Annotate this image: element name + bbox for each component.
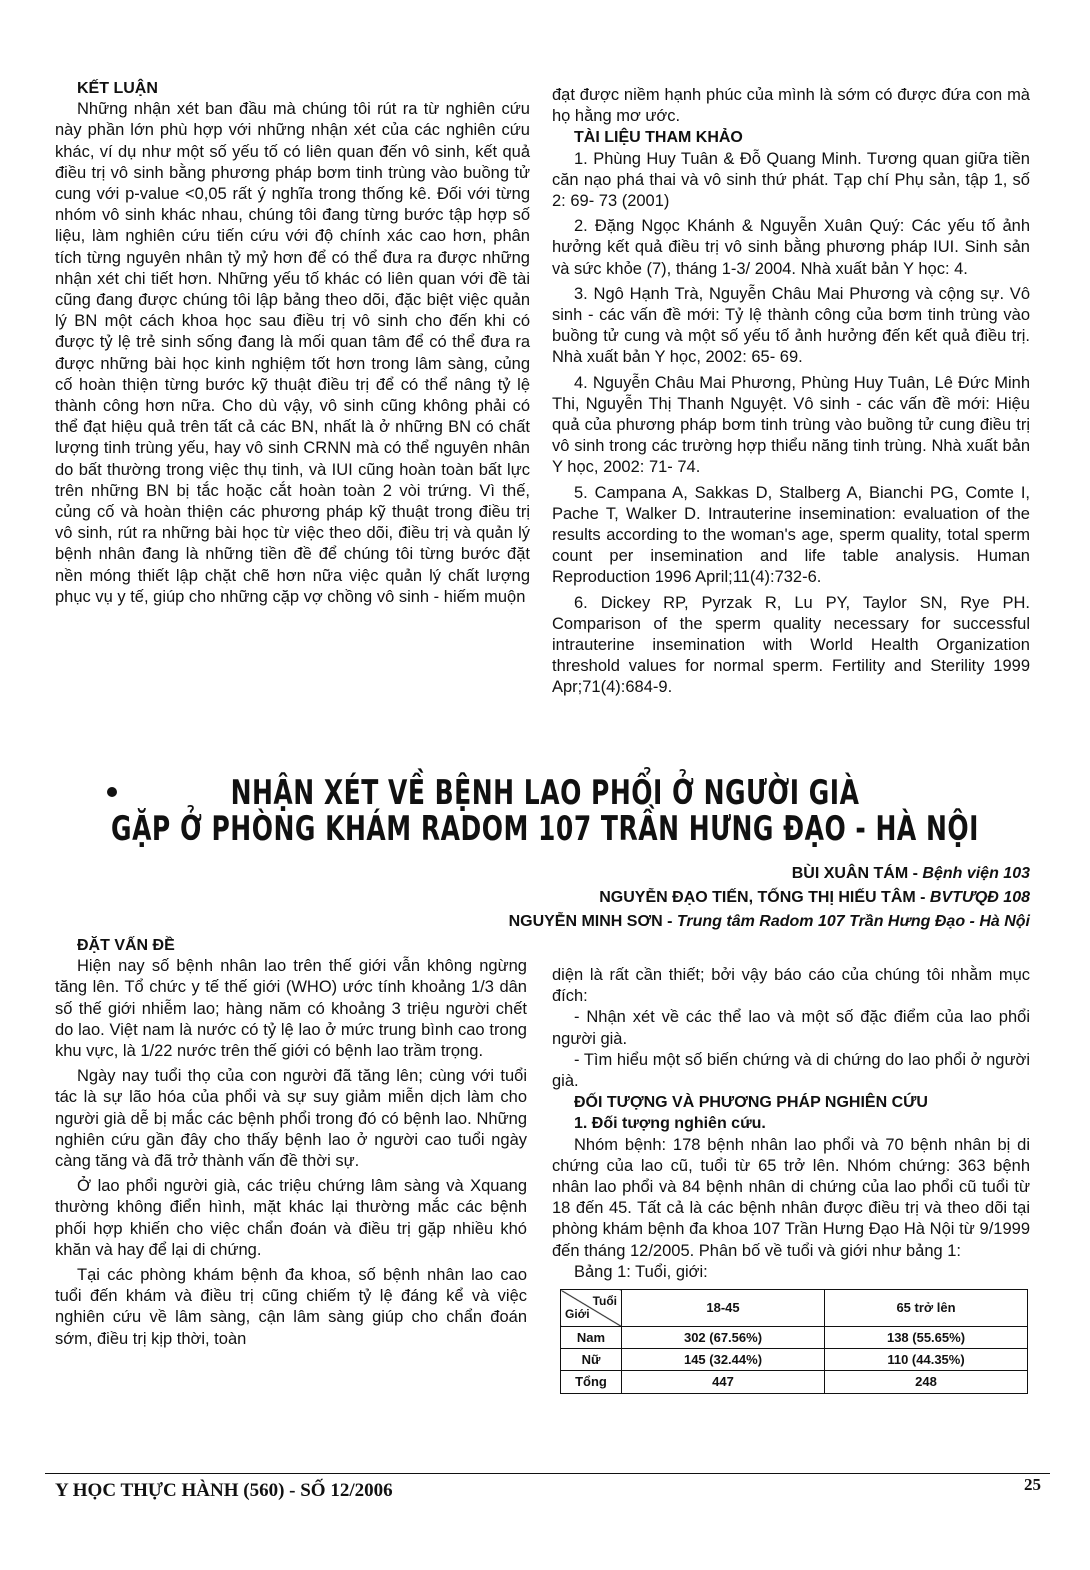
table-corner-cell <box>561 1290 622 1327</box>
author-line <box>509 862 1030 886</box>
introduction-paragraph: Tại các phòng khám bệnh đa khoa, số bệnh nhân lao cao tuổi đến khám và điều trị cũng chiếm tỷ lệ đáng kể và việc nghiên cứu về lâm sàng, cận lâm sàng giúp cho chẩn đoán sớm, điều trị kịp thời, toàn <box>55 1266 527 1348</box>
article-title-line-2: GẶP Ở PHÒNG KHÁM RADOM 107 TRẦN HƯNG ĐẠO - HÀ NỘI <box>111 808 979 848</box>
aim-item: - Nhận xét về các thể lao và một số đặc điểm của lao phổi người già. <box>552 1008 1030 1048</box>
conclusion-column <box>55 78 530 608</box>
journal-footer: Y HỌC THỰC HÀNH (560) - SỐ 12/2006 <box>55 1480 393 1501</box>
corner-bottom-label: Giới <box>565 1306 590 1321</box>
conclusion-continuation: đạt được niềm hạnh phúc của mình là sớm có được đứa con mà họ hằng mơ ước. <box>552 86 1030 126</box>
row-label: Nữ <box>561 1349 622 1371</box>
row-label: Tổng <box>561 1371 622 1393</box>
introduction-heading: ĐẶT VẤN ĐỀ <box>77 937 175 954</box>
column-header: 65 trở lên <box>825 1290 1028 1327</box>
table-cell: 138 (55.65%) <box>825 1327 1028 1349</box>
reference-item: 2. Đặng Ngọc Khánh & Nguyễn Xuân Quý: Các yếu tố ảnh hưởng kết quả điều trị vô sinh bằng phương pháp IUI. Sinh sản và sức khỏe (7), tháng 1-3/ 2004. Nhà xuất bản Y học: 4. <box>552 217 1030 278</box>
age-sex-table <box>560 1289 1028 1394</box>
article-title-line-1: NHẬN XÉT VỀ BỆNH LAO PHỔI Ở NGƯỜI GIÀ <box>230 772 860 812</box>
author-names: NGUYỄN MINH SƠN <box>508 913 663 930</box>
table-cell: 110 (44.35%) <box>825 1349 1028 1371</box>
reference-item: 1. Phùng Huy Tuân & Đỗ Quang Minh. Tương quan giữa tiền căn nạo phá thai và vô sinh thứ phát. Tạp chí Phụ sản, tập 1, số 2: 69- 73 (2001) <box>552 149 1030 211</box>
reference-item: 4. Nguyễn Châu Mai Phương, Phùng Huy Tuân, Lê Đức Minh Thi, Nguyễn Thị Thanh Nguyệt. Vô sinh - các vấn đề mới: Hiệu quả của phương pháp bơm tinh trùng vào buồng tử cung điều trị vô sinh trong các trường hợp thiểu năng tinh trùng. Nhà xuất bản Y học, 2002: 71- 74. <box>552 373 1030 477</box>
table-cell: 302 (67.56%) <box>622 1327 825 1349</box>
article-title <box>0 772 1090 848</box>
introduction-continuation: diện là rất cần thiết; bởi vậy báo cáo của chúng tôi nhằm mục đích: <box>552 966 1030 1006</box>
author-separator: - <box>662 913 677 930</box>
footer-divider <box>45 1473 1050 1474</box>
reference-item: 5. Campana A, Sakkas D, Stalberg A, Bianchi PG, Comte I, Pache T, Walker D. Intrauterine insemination: evaluation of the results according to the woman's age, sperm quality, total sperm count per insemination and life table analysis. Human Reproduction 1996 April;11(4):732-6. <box>552 483 1030 587</box>
table-caption: Bảng 1: Tuổi, giới: <box>574 1262 708 1281</box>
table-cell: 248 <box>825 1371 1028 1393</box>
author-names: NGUYỄN ĐẠO TIẾN, TỐNG THỊ HIẾU TÂM <box>599 889 916 906</box>
subjects-subheading: 1. Đối tượng nghiên cứu. <box>574 1115 766 1133</box>
author-affiliation: Trung tâm Radom 107 Trần Hưng Đạo - Hà Nội <box>676 913 1030 930</box>
introduction-column <box>55 935 527 1350</box>
conclusion-heading: KẾT LUẬN <box>77 80 158 97</box>
author-affiliation: Bệnh viện 103 <box>922 865 1030 882</box>
author-separator: - <box>915 889 930 906</box>
reference-item: 6. Dickey RP, Pyrzak R, Lu PY, Taylor SN, Rye PH. Comparison of the sperm quality necessary for successful intrauterine insemination with World Health Organization threshold values for normal sperm. Fertility and Sterility 1999 Apr;71(4):684-9. <box>552 593 1030 697</box>
subjects-paragraph: Nhóm bệnh: 178 bệnh nhân lao phổi và 70 bệnh nhân bị di chứng của lao cũ, tuổi từ 65 trở lên. Nhóm chứng: 363 bệnh nhân lao phổi và 84 bệnh nhân di chứng của lao phổi cũ tuổi từ 18 đến 45. Tất cả là các bệnh nhân được điều trị và theo dõi tại phòng khám bệnh đa khoa 107 Trần Hưng Đạo Hà Nội từ 9/1999 đến tháng 12/2005. Phân bố về tuổi và giới như bảng 1: <box>552 1135 1030 1260</box>
methods-heading: ĐỐI TƯỢNG VÀ PHƯƠNG PHÁP NGHIÊN CỨU <box>574 1094 928 1112</box>
author-separator: - <box>908 865 923 882</box>
table-row <box>561 1327 1028 1349</box>
references-column <box>552 85 1030 699</box>
table-row <box>561 1371 1028 1393</box>
reference-item: 3. Ngô Hạnh Trà, Nguyễn Châu Mai Phương và cộng sự. Vô sinh - các vấn đề mới: Tỷ lệ thành công của bơm tinh trùng vào buồng tử cung và một số yếu tố ảnh hưởng đến kết quả điều trị. Nhà xuất bản Y học, 2002: 65- 69. <box>552 284 1030 367</box>
aim-item: - Tìm hiểu một số biến chứng và di chứng do lao phổi ở người già. <box>552 1050 1030 1091</box>
row-label: Nam <box>561 1327 622 1349</box>
author-line <box>509 886 1030 910</box>
table-cell: 447 <box>622 1371 825 1393</box>
table-cell: 145 (32.44%) <box>622 1349 825 1371</box>
introduction-paragraph: Hiện nay số bệnh nhân lao trên thế giới vẫn không ngừng tăng lên. Tổ chức y tế thế giới (WHO) ước tính khoảng 1/3 dân số thế giới nhiễm lao; hàng năm có khoảng 3 triệu người chết do lao. Việt nam là nước có tỷ lệ lao ở mức trung bình cao trong khu vực, là 1/22 nước trên thế giới có bệnh lao trầm trọng. <box>55 957 527 1061</box>
author-names: BÙI XUÂN TÁM <box>791 865 909 882</box>
table-row <box>561 1349 1028 1371</box>
introduction-paragraph: Ngày nay tuổi thọ của con người đã tăng lên; cùng với tuổi tác là sự lão hóa của phổi và sự suy giảm miễn dịch làm cho người già dễ bị mắc các bệnh phổi trong đó có bệnh lao. Những nghiên cứu gần đây cho thấy bệnh lao ở người cao tuổi ngày càng tăng và đã trở thành vấn đề thời sự. <box>55 1067 527 1171</box>
conclusion-paragraph: Những nhận xét ban đầu mà chúng tôi rút ra từ nghiên cứu này phần lớn phù hợp với những nhận xét của các nghiên cứu khác, ví dụ như một số yếu tố có liên quan đến vô sinh, kết quả điều trị vô sinh bằng phương pháp bơm tinh trùng vào buồng tử cung với p-value <0,05 rất ý nghĩa trong thống kê. Đối với từng nhóm vô sinh khác nhau, chúng tôi đang từng bước tập hợp số liệu, làm nghiên cứu tiến cứu với độ chính xác cao hơn, phân tích từng nguyên nhân tỷ mỷ hơn để có thể đưa ra được những nhận xét chi tiết hơn. Những yếu tố khác có liên quan với đề tài cũng đang được chúng tôi lập bảng theo dõi, đặc biệt việc quản lý BN một cách khoa học sau điều trị vô sinh cho đến khi có được tỷ lệ trẻ sinh sống đang là mối quan tâm để có thể đưa ra được những bài học kinh nghiệm tốt hơn trong lâm sàng, củng cố hoàn thiện từng bước kỹ thuật điều trị để có thể nâng tỷ lệ thành công hơn nữa. Cho dù vậy, vô sinh cũng không phải có thể đạt hiệu quả trên tất cả các BN, nhất là ở những BN có chất lượng tinh trùng yếu, hay vô sinh CRNN mà có thể nguyên nhân do bất thường trong việc thụ tinh, và IUI cũng hoàn toàn bất lực trên những BN bị tắc hoặc cắt hoàn toàn 2 vòi trứng. Vì thế, củng cố và hoàn thiện các phương pháp kỹ thuật trong điều trị vô sinh, rút ra những bài học từ việc theo dõi, điều trị và quản lý bệnh nhân đang là những tiền đề để chúng tôi từng bước đặt nền móng thiết lập chặt chẽ hơn nữa việc quản lý chất lượng phục vụ y tế, giúp cho những cặp vợ chồng vô sinh - hiếm muộn <box>55 100 530 606</box>
page-number: 25 <box>1024 1475 1041 1494</box>
corner-top-label: Tuổi <box>592 1294 617 1309</box>
introduction-paragraph: Ở lao phổi người già, các triệu chứng lâm sàng và Xquang thường không điển hình, mặt khác lại thường mắc các bệnh phối hợp khiến cho việc chẩn đoán và điều trị gặp nhiều khó khăn và hay để lại di chứng. <box>55 1177 527 1259</box>
table-header-row <box>561 1290 1028 1327</box>
methods-column <box>552 965 1030 1394</box>
author-list <box>509 862 1030 934</box>
references-heading: TÀI LIỆU THAM KHẢO <box>574 129 743 147</box>
author-line <box>509 910 1030 934</box>
column-header: 18-45 <box>622 1290 825 1327</box>
author-affiliation: BVTƯQĐ 108 <box>929 889 1030 906</box>
